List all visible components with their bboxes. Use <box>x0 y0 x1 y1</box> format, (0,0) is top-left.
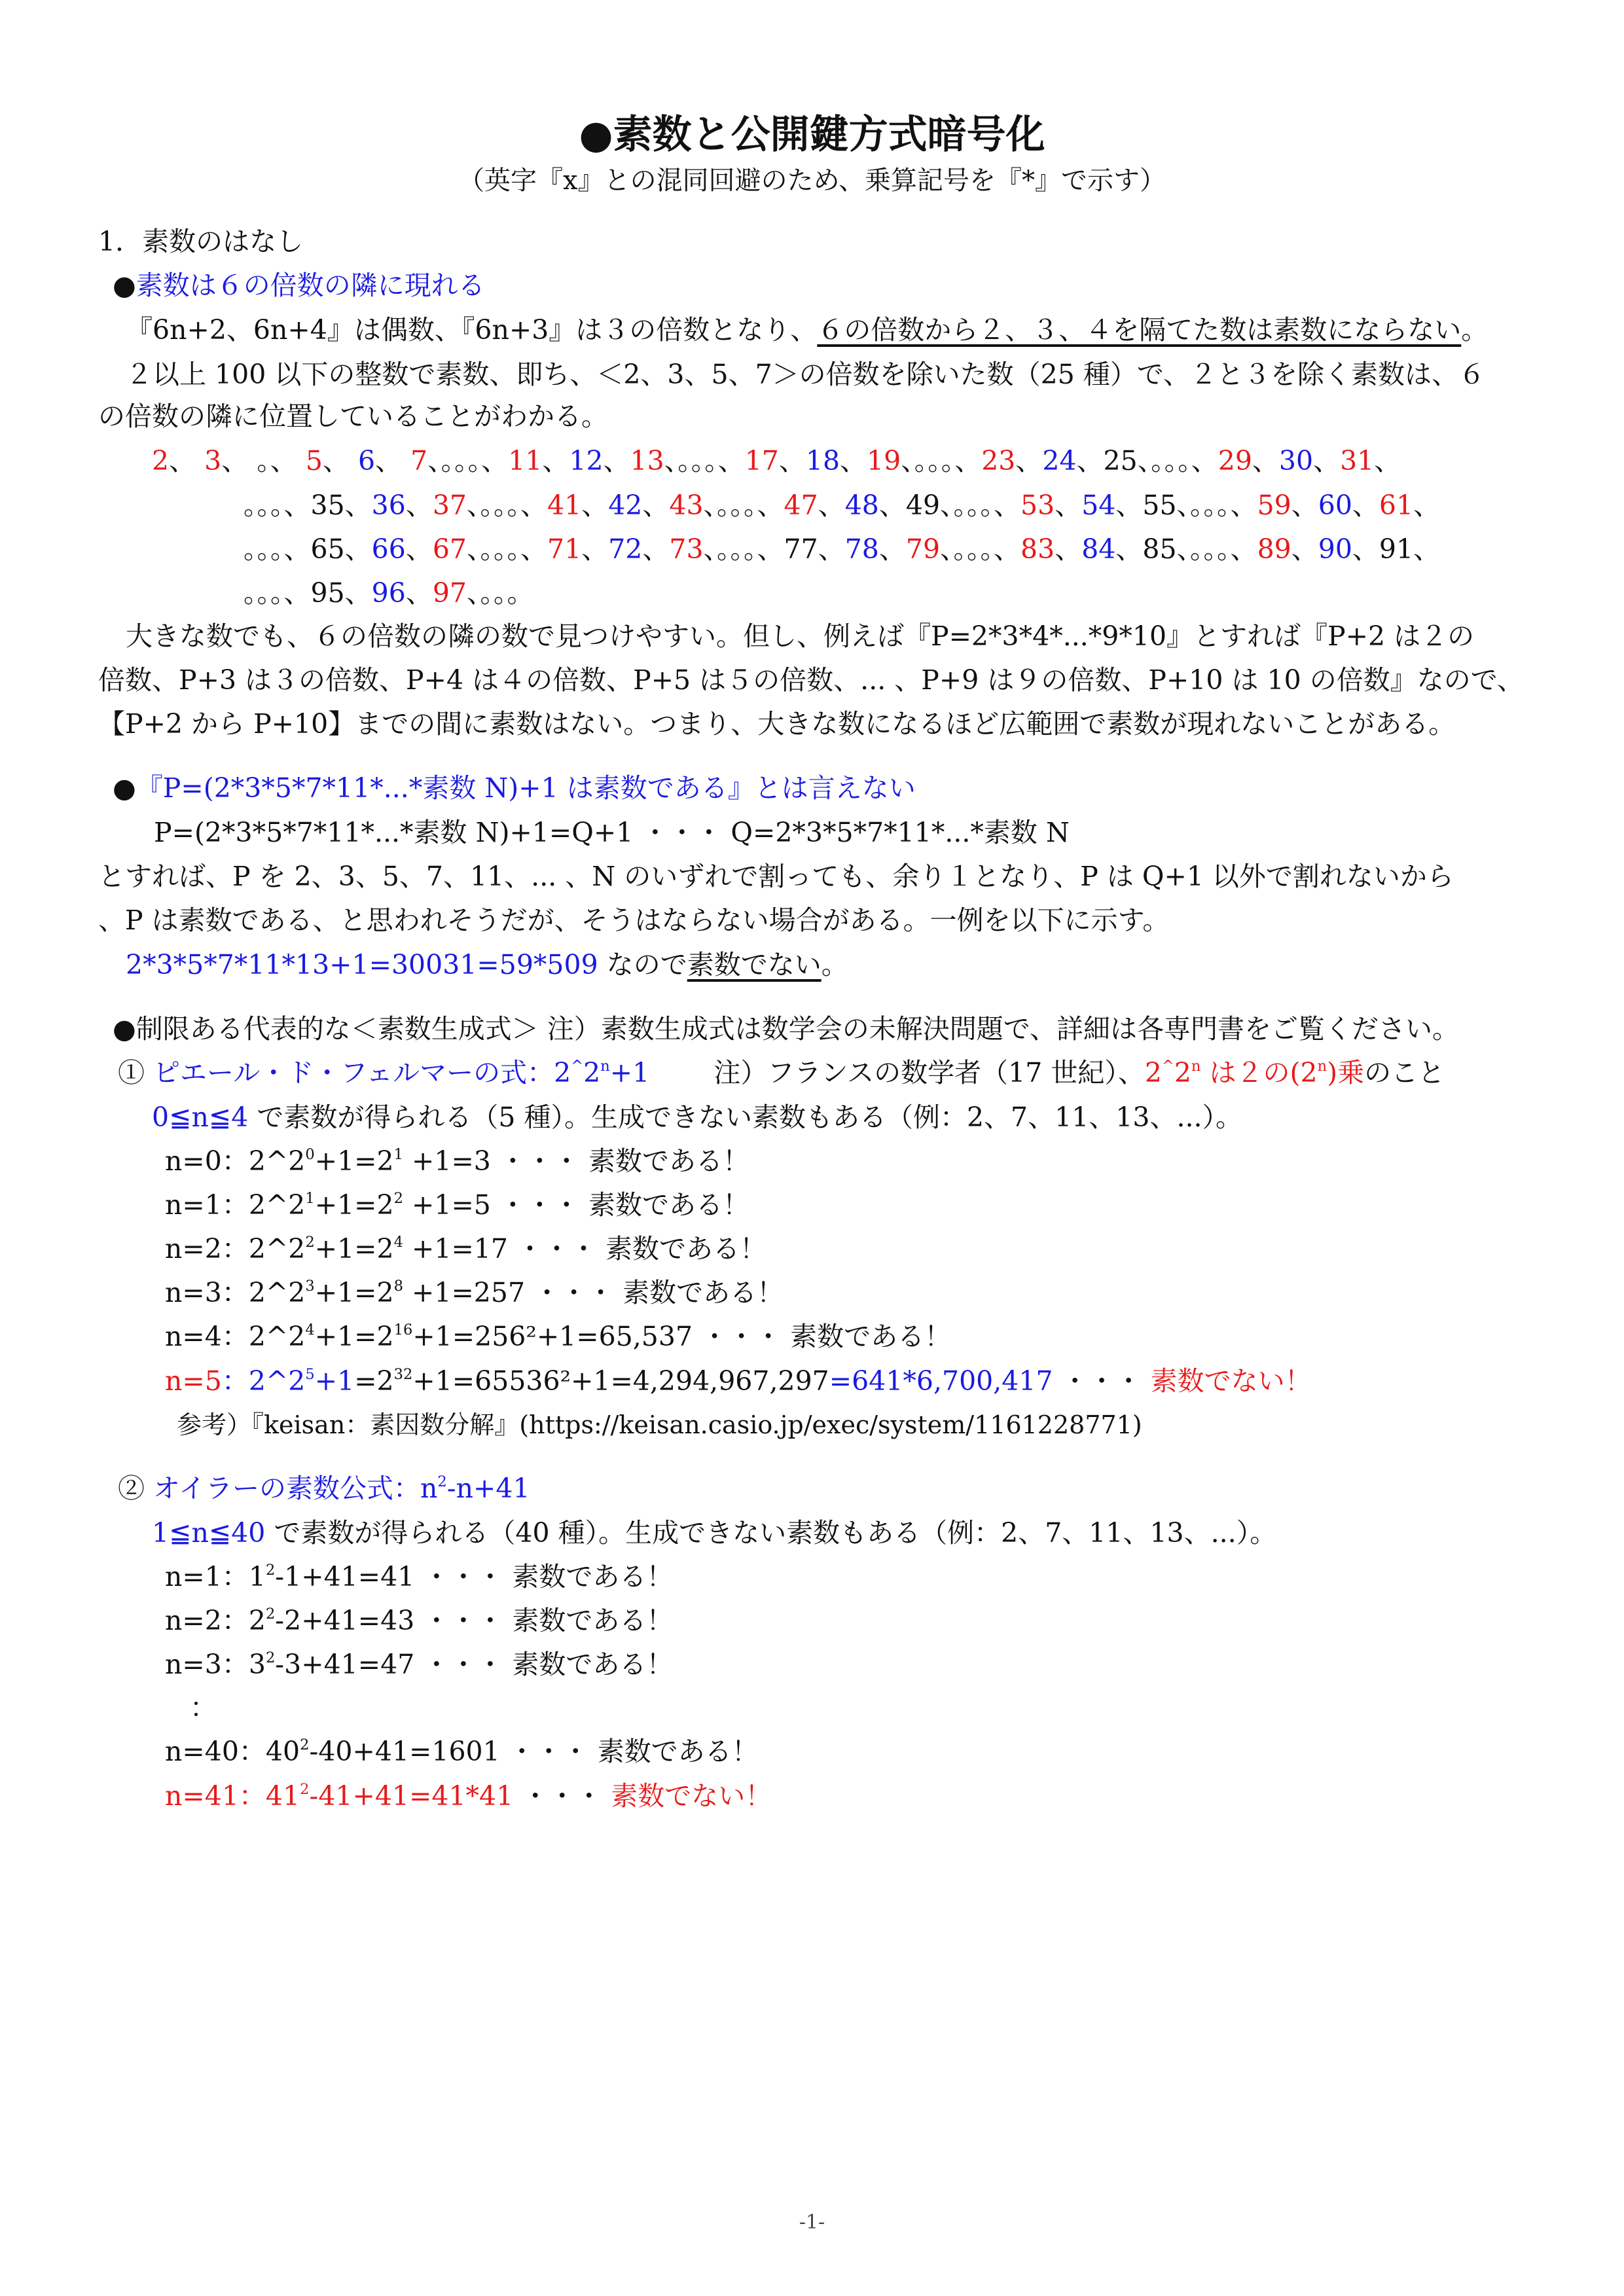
sequence-text: 、 <box>169 445 205 476</box>
fermat-title-text: ピエール・ド・フェルマーの式：2 <box>153 1057 571 1088</box>
superscript: 1 <box>393 1146 403 1164</box>
note-red-text: )乗 <box>1327 1057 1365 1088</box>
paragraph-line: の倍数の隣に位置していることがわかる。 <box>98 401 608 432</box>
bullet-heading-text: 『P=(2*3*5*7*11*...*素数 N)+1 は素数である』とは言えない <box>135 772 916 804</box>
euler-row <box>165 1605 673 1637</box>
superscript: 0 <box>305 1146 315 1164</box>
row-text: +1=257 ・・・ 素数である！ <box>403 1277 784 1308</box>
superscript: 1 <box>305 1190 315 1208</box>
sequence-text: 、 <box>405 490 433 521</box>
prime-number: 19 <box>867 445 901 476</box>
row-text: -41+41=41*41 <box>309 1780 514 1812</box>
bullet-mark: ● <box>113 772 136 804</box>
sequence-text: 、 <box>1291 490 1318 521</box>
euler-n41-red <box>165 1780 513 1812</box>
sequence-text: 、 <box>818 490 845 521</box>
row-result: 素数でない！ <box>611 1780 772 1812</box>
example-underlined: 素数でない <box>687 949 821 980</box>
multiple-of-six: 96 <box>371 577 406 609</box>
bullet-heading-1 <box>113 270 485 302</box>
page-number: -1- <box>799 2211 825 2234</box>
page-subtitle: （英字『x』との混同回避のため、乗算記号を『*』で示す） <box>458 166 1166 196</box>
sequence-text: 、 <box>1291 533 1318 565</box>
sequence-text: 、 <box>1252 445 1279 476</box>
row-text: n=3：3 <box>165 1649 266 1680</box>
prime-number: 83 <box>1020 533 1055 565</box>
superscript: 2 <box>393 1190 403 1208</box>
row-text: n=3：2^2 <box>165 1277 306 1308</box>
multiple-of-six: 90 <box>1318 533 1352 565</box>
page-title: ●素数と公開鍵方式暗号化 <box>579 112 1045 158</box>
euler-row-41 <box>165 1780 772 1812</box>
prime-sequence-line <box>152 445 1401 477</box>
example-text: 。 <box>821 949 848 980</box>
note-red-text: 2 <box>1144 1057 1162 1088</box>
prime-number: 43 <box>669 490 704 521</box>
vertical-ellipsis: ： <box>190 1692 217 1723</box>
sequence-text: 、 <box>840 445 867 476</box>
prime-number: 5 <box>305 445 323 476</box>
example-text: なので <box>598 949 687 980</box>
superscript: 2 <box>265 1605 276 1623</box>
n5-text: +1 <box>314 1365 355 1397</box>
sequence-text: 、。。。、77、 <box>703 533 845 565</box>
caret: ^ <box>571 1058 584 1075</box>
sequence-text: 、 <box>581 533 609 565</box>
sequence-text: 、 。、 <box>221 445 306 476</box>
fermat-title-text: 2 <box>583 1057 601 1088</box>
sequence-text: 。。。、35、 <box>244 490 372 521</box>
euler-row <box>165 1561 673 1593</box>
paragraph-line: とすれば、P を 2、3、5、7、11、... 、N のいずれで割っても、余り１となり、P は Q+1 以外で割れないから <box>98 861 1454 892</box>
n5-text: ：2^2 <box>221 1365 306 1397</box>
sequence-text: 、 <box>642 490 670 521</box>
n5-label: n=5 <box>165 1365 222 1397</box>
sequence-text: 、49、。。。、 <box>878 490 1021 521</box>
circled-number: ① <box>118 1057 145 1088</box>
superscript: 4 <box>305 1321 315 1339</box>
sequence-text: 、 <box>581 490 609 521</box>
sequence-text: 、 <box>1352 490 1379 521</box>
multiple-of-six: 84 <box>1081 533 1116 565</box>
row-text: -2+41=43 ・・・ 素数である！ <box>275 1605 674 1636</box>
euler-title-text: オイラーの素数公式：n <box>153 1473 438 1504</box>
sequence-text: 、 <box>1313 445 1341 476</box>
superscript: 2 <box>300 1736 310 1754</box>
euler-title-text: -n+41 <box>446 1473 530 1504</box>
superscript: 16 <box>393 1321 413 1339</box>
bullet-mark: ● <box>113 270 136 301</box>
row-text: +1=3 ・・・ 素数である！ <box>403 1145 749 1177</box>
prime-number: 13 <box>630 445 664 476</box>
prime-sequence-line <box>244 490 1440 522</box>
superscript: n <box>1317 1058 1327 1075</box>
note-red-text: は２の <box>1200 1057 1290 1088</box>
prime-number: 23 <box>981 445 1016 476</box>
multiple-of-six: 54 <box>1081 490 1116 521</box>
fermat-range-line <box>152 1102 1242 1134</box>
paragraph-text: 。 <box>1461 314 1489 346</box>
multiple-of-six: 48 <box>844 490 879 521</box>
sequence-text: 、 <box>778 445 806 476</box>
row-text: -40+41=1601 ・・・ 素数である！ <box>309 1736 759 1767</box>
sequence-text: 、。。。、 <box>901 445 982 476</box>
prime-number: 61 <box>1379 490 1414 521</box>
row-text: +1=2 <box>314 1189 394 1221</box>
fermat-title <box>153 1057 649 1088</box>
prime-number: 97 <box>432 577 467 609</box>
row-text: +1=2 <box>314 1145 394 1177</box>
multiple-of-six: 30 <box>1278 445 1314 476</box>
multiple-of-six: 36 <box>371 490 406 521</box>
bullet-heading-3: ●制限ある代表的な＜素数生成式＞ 注）素数生成式は数学会の未解決問題で、詳細は各専門書をご覧ください。 <box>113 1013 1459 1045</box>
sequence-text: 。。。、95、 <box>244 577 372 609</box>
example-line <box>126 949 848 981</box>
sequence-text: 、。。。、 <box>467 533 548 565</box>
sequence-text: 、 <box>603 445 630 476</box>
prime-number: 31 <box>1340 445 1375 476</box>
bullet-heading-2 <box>113 772 916 804</box>
row-text: n=41：41 <box>165 1780 300 1812</box>
range-expression: 0≦n≦4 <box>152 1102 249 1133</box>
fermat-row <box>165 1189 749 1221</box>
sequence-text: 、55、。。。、 <box>1115 490 1257 521</box>
prime-number: 41 <box>547 490 582 521</box>
euler-range-line <box>152 1517 1276 1549</box>
superscript: 4 <box>393 1234 403 1251</box>
prime-sequence-line <box>244 577 534 609</box>
sequence-text: 。。。、65、 <box>244 533 372 565</box>
superscript: 3 <box>305 1278 315 1295</box>
superscript: 5 <box>305 1366 315 1384</box>
sequence-text: 、 <box>1055 533 1082 565</box>
sequence-text: 、。。。、 <box>703 490 784 521</box>
superscript: n <box>1191 1058 1201 1075</box>
euler-title-line <box>118 1473 530 1505</box>
section-heading: 1．素数のはなし <box>98 226 304 257</box>
fermat-title-line <box>118 1057 1445 1089</box>
prime-number: 71 <box>547 533 582 565</box>
example-formula: 2*3*5*7*11*13+1=30031=59*509 <box>126 949 598 980</box>
row-text: -1+41=41 ・・・ 素数である！ <box>275 1561 674 1592</box>
sequence-text: 、。。。、 <box>940 533 1021 565</box>
sequence-text: 、 <box>1374 445 1401 476</box>
multiple-of-six: 42 <box>608 490 643 521</box>
sequence-text: 、25、。。。、 <box>1076 445 1218 476</box>
fermat-row <box>165 1233 767 1265</box>
superscript: 2 <box>265 1649 276 1667</box>
sequence-text: 、。。。 <box>467 577 534 609</box>
paragraph-text: 『6n+2、6n+4』は偶数、『6n+3』は３の倍数となり、 <box>126 314 818 346</box>
n5-factor: =641*6,700,417 <box>829 1365 1053 1397</box>
prime-number: 73 <box>669 533 704 565</box>
fermat-note-red: 2^2$^n$ は２の(2$^n$)乗 <box>1144 1057 1365 1088</box>
sequence-text: 、 <box>375 445 411 476</box>
prime-number: 2 <box>152 445 170 476</box>
n5-text: +1=65536²+1=4,294,967,297 <box>412 1365 829 1397</box>
circled-number: ② <box>118 1473 145 1504</box>
sequence-text: 、 <box>878 533 906 565</box>
prime-sequence-line <box>244 533 1440 565</box>
sequence-text: 、 <box>542 445 569 476</box>
superscript: 2 <box>265 1562 276 1579</box>
fermat-n5-line <box>165 1365 1312 1397</box>
underlined-text: ６の倍数から２、３、４を隔てた数は素数にならない <box>817 314 1462 346</box>
superscript: 8 <box>393 1278 403 1295</box>
multiple-of-six: 18 <box>805 445 840 476</box>
prime-number: 79 <box>905 533 941 565</box>
sequence-text: 、。。。、 <box>467 490 548 521</box>
note-red-text: 2 <box>1174 1057 1191 1088</box>
row-text: n=4：2^2 <box>165 1321 306 1352</box>
reference-line: 参考）『keisan：素因数分解』(https://keisan.casio.jp/exec/system/1161228771) <box>177 1410 1142 1439</box>
row-text: n=1：1 <box>165 1561 266 1592</box>
fermat-row <box>165 1277 784 1309</box>
sequence-text: 、85、。。。、 <box>1115 533 1257 565</box>
multiple-of-six: 78 <box>844 533 879 565</box>
paragraph-line: 倍数、P+3 は３の倍数、P+4 は４の倍数、P+5 は５の倍数、... 、P+9 は９の倍数、P+10 は 10 の倍数』なので、 <box>98 664 1524 696</box>
prime-number: 17 <box>744 445 779 476</box>
range-expression: 1≦n≦40 <box>152 1517 266 1549</box>
euler-row <box>165 1649 673 1681</box>
paragraph-line: 、P は素数である、と思われそうだが、そうはならない場合がある。一例を以下に示す。 <box>98 905 1170 936</box>
row-text: n=2：2 <box>165 1605 266 1636</box>
row-text: -3+41=47 ・・・ 素数である！ <box>275 1649 674 1680</box>
range-text: で素数が得られる（5 種）。生成できない素数もある（例：2、7、11、13、...）。 <box>248 1102 1243 1133</box>
multiple-of-six: 24 <box>1042 445 1077 476</box>
sequence-text: 、。。。、 <box>664 445 745 476</box>
fermat-note: のこと <box>1364 1057 1445 1088</box>
sequence-text: 、91、 <box>1352 533 1441 565</box>
superscript: n <box>600 1058 610 1075</box>
superscript: 2 <box>437 1473 447 1491</box>
sequence-text: 、 <box>405 577 433 609</box>
fermat-title-text: +1 <box>609 1057 650 1088</box>
prime-number: 7 <box>410 445 428 476</box>
n5-blue <box>222 1365 354 1397</box>
prime-number: 67 <box>432 533 467 565</box>
row-text: +1=5 ・・・ 素数である！ <box>403 1189 749 1221</box>
paragraph-line <box>126 314 1488 346</box>
row-text: +1=2 <box>314 1277 394 1308</box>
multiple-of-six: 60 <box>1318 490 1352 521</box>
euler-title <box>153 1473 530 1504</box>
row-text: +1=2 <box>314 1321 394 1352</box>
multiple-of-six: 12 <box>569 445 604 476</box>
sequence-text: 、 <box>1055 490 1082 521</box>
paragraph-line: 【P+2 から P+10】までの間に素数はない。つまり、大きな数になるほど広範囲で素数が現れないことがある。 <box>98 708 1456 740</box>
prime-number: 11 <box>508 445 543 476</box>
prime-number: 3 <box>204 445 222 476</box>
row-text: +1=256²+1=65,537 ・・・ 素数である！ <box>412 1321 952 1352</box>
sequence-text: 、 <box>1015 445 1043 476</box>
row-text: n=2：2^2 <box>165 1233 306 1265</box>
row-text: n=40：40 <box>165 1736 300 1767</box>
formula-line: P=(2*3*5*7*11*...*素数 N)+1=Q+1 ・・・ Q=2*3*5*7*11*...*素数 N <box>154 817 1070 848</box>
sequence-text: 、。。。、 <box>427 445 509 476</box>
superscript: 2 <box>300 1781 310 1799</box>
superscript: 32 <box>393 1366 413 1384</box>
fermat-row <box>165 1145 749 1177</box>
superscript: 2 <box>305 1234 315 1251</box>
range-text: で素数が得られる（40 種）。生成できない素数もある（例：2、7、11、13、...）。 <box>265 1517 1277 1549</box>
prime-number: 53 <box>1020 490 1055 521</box>
prime-number: 37 <box>432 490 467 521</box>
n5-result: 素数でない！ <box>1150 1365 1312 1397</box>
bullet-heading-text: 素数は６の倍数の隣に現れる <box>135 270 485 301</box>
multiple-of-six: 66 <box>371 533 406 565</box>
row-dots: ・・・ <box>513 1780 611 1812</box>
sequence-text: 、 <box>405 533 433 565</box>
prime-number: 29 <box>1218 445 1252 476</box>
paragraph-line: 大きな数でも、６の倍数の隣の数で見つけやすい。但し、例えば『P=2*3*4*...*9*10』とすれば『P+2 は２の <box>126 620 1475 652</box>
prime-number: 59 <box>1257 490 1291 521</box>
sequence-text: 、 <box>1413 490 1441 521</box>
sequence-text: 、 <box>642 533 670 565</box>
n5-dots: ・・・ <box>1053 1365 1151 1397</box>
fermat-note: 注）フランスの数学者（17 世紀）、 <box>713 1057 1145 1088</box>
prime-number: 89 <box>1257 533 1291 565</box>
sequence-text: 、 <box>322 445 358 476</box>
fermat-row <box>165 1321 951 1353</box>
row-text: n=0：2^2 <box>165 1145 306 1177</box>
euler-row-40 <box>165 1736 759 1768</box>
row-text: n=1：2^2 <box>165 1189 306 1221</box>
note-red-text: (2 <box>1290 1057 1318 1088</box>
prime-number: 47 <box>784 490 818 521</box>
row-text: +1=17 ・・・ 素数である！ <box>403 1233 767 1265</box>
row-text: +1=2 <box>314 1233 394 1265</box>
multiple-of-six: 72 <box>608 533 643 565</box>
multiple-of-six: 6 <box>357 445 376 476</box>
paragraph-line: ２以上 100 以下の整数で素数、即ち、＜2、3、5、7＞の倍数を除いた数（25 種）で、２と３を除く素数は、６ <box>126 359 1486 390</box>
n5-text: =2 <box>354 1365 394 1397</box>
